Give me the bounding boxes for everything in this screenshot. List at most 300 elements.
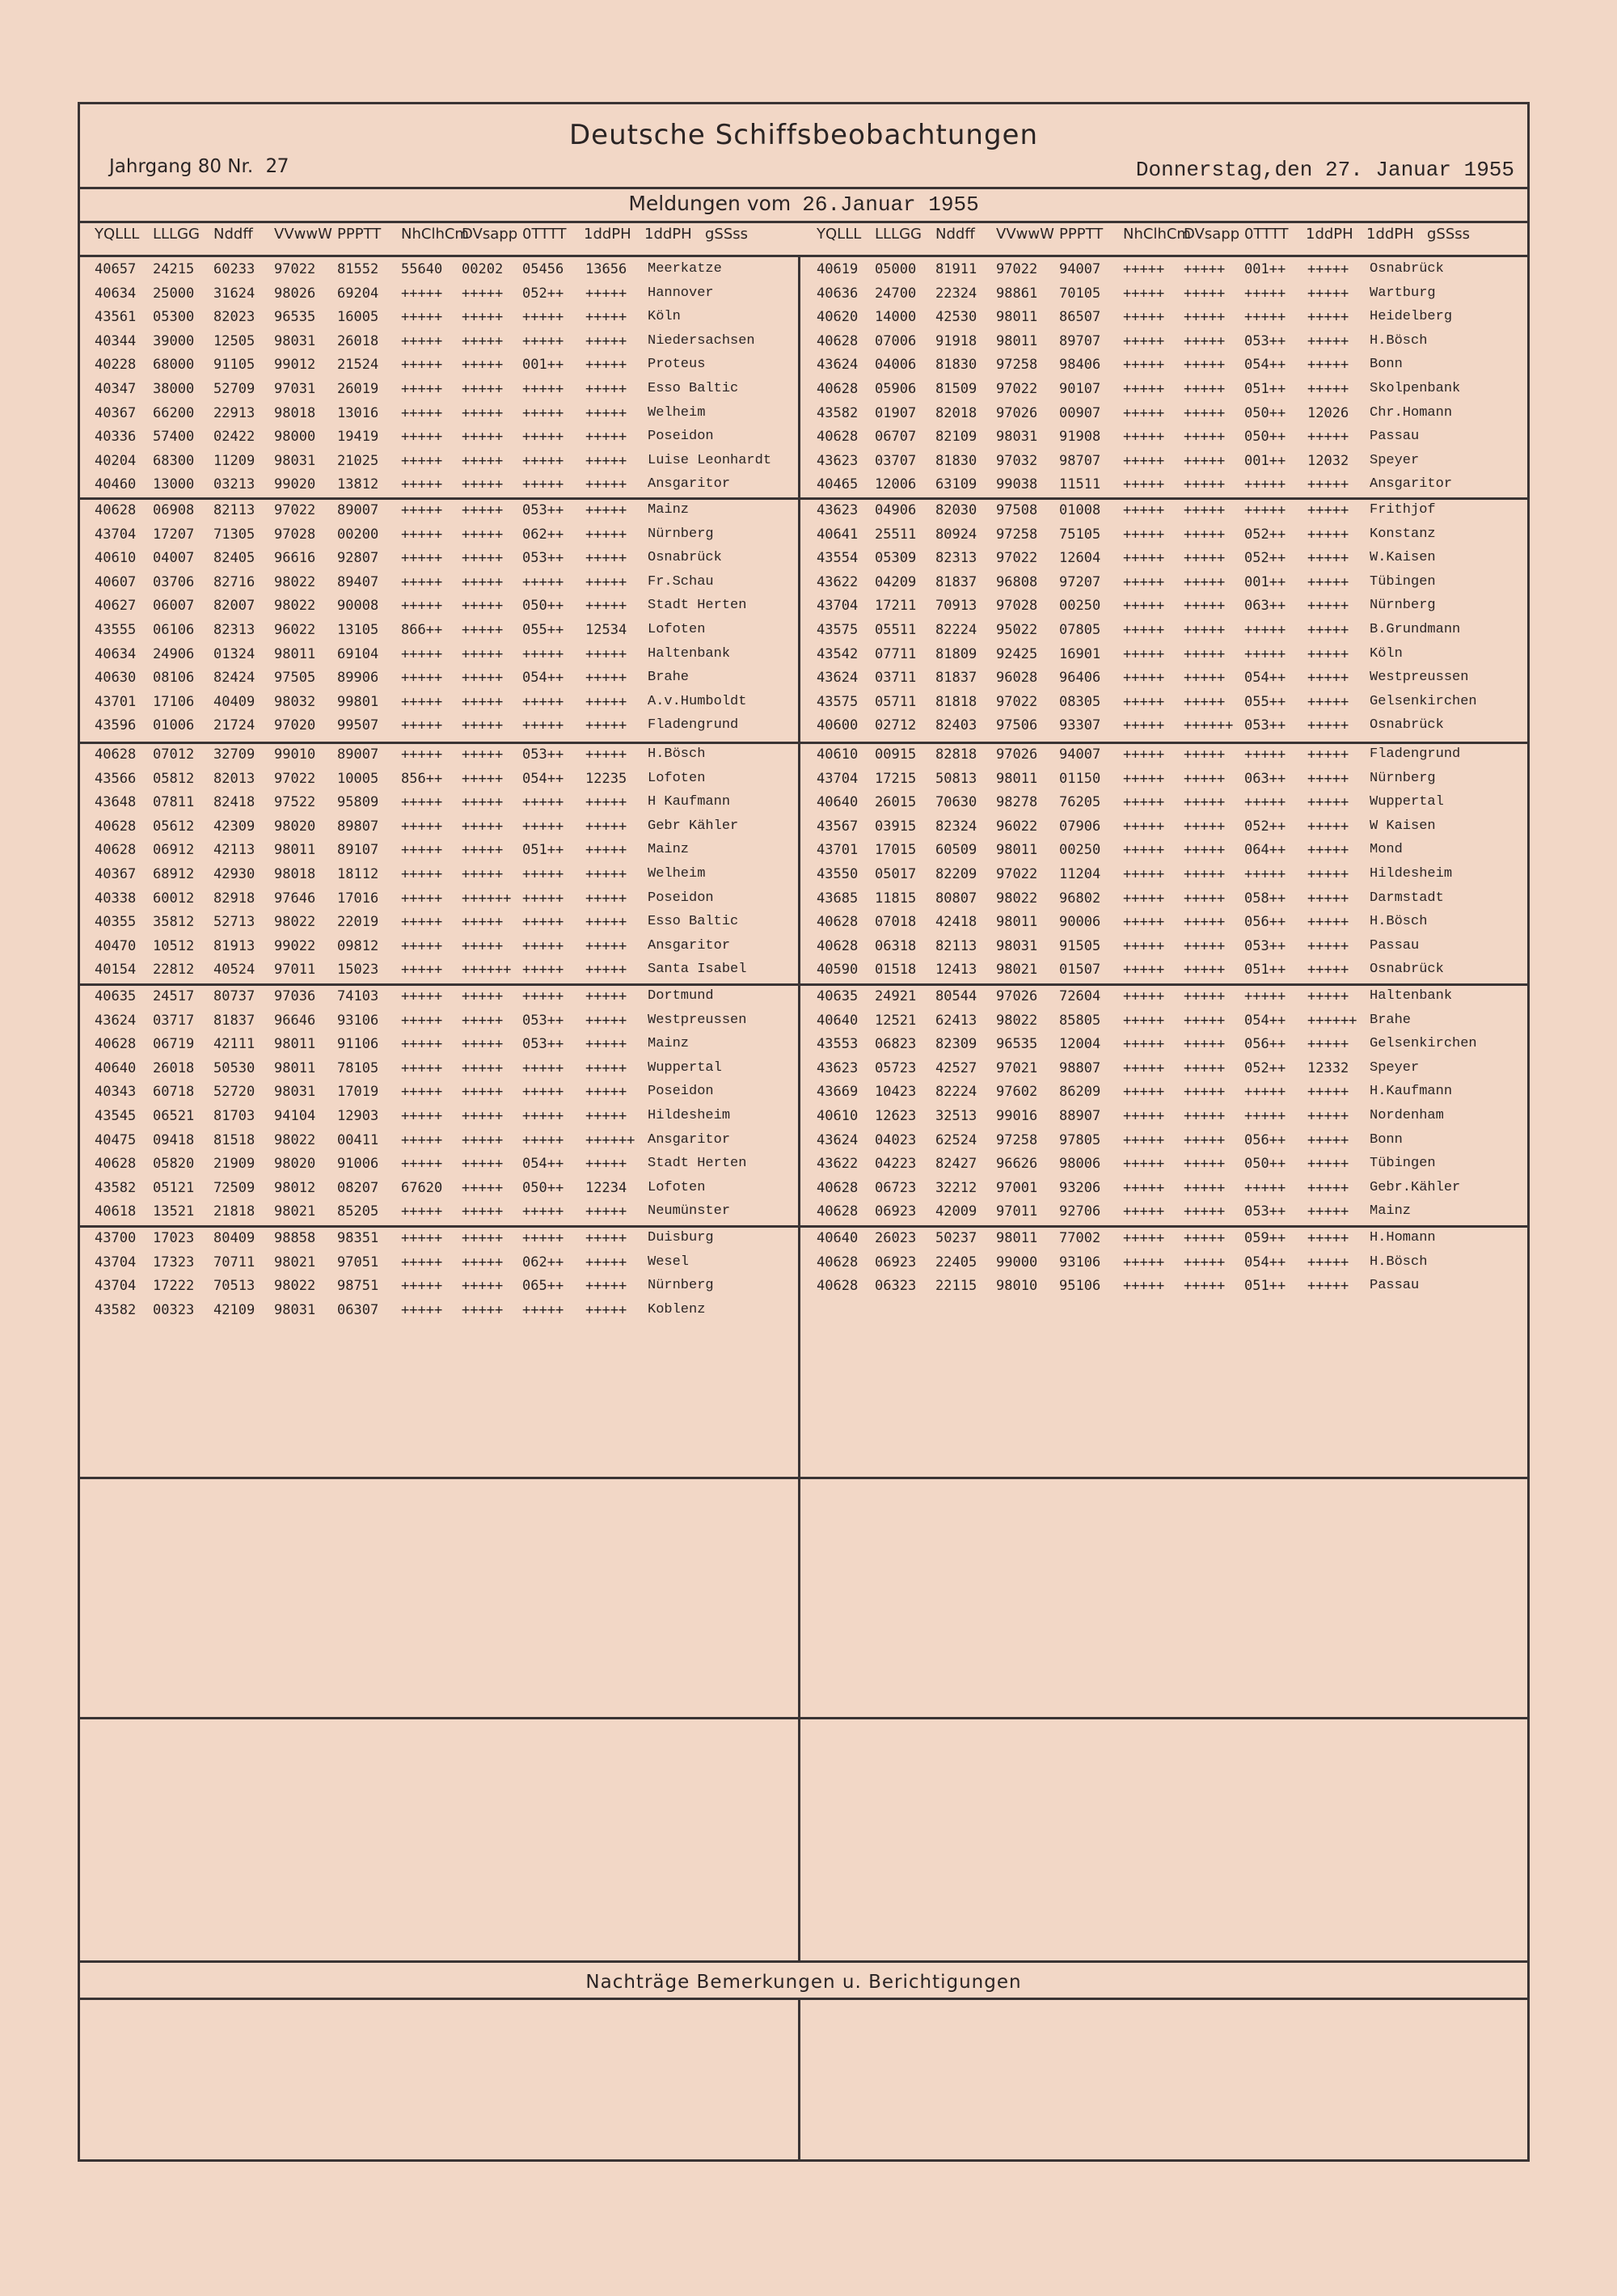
table-cell: 98011 — [996, 1230, 1038, 1246]
table-cell: 12006 — [875, 476, 917, 493]
table-cell: 80924 — [935, 526, 977, 543]
table-cell: 96022 — [996, 818, 1038, 835]
table-cell: +++++ — [1307, 381, 1349, 397]
table-cell: 99801 — [337, 693, 379, 710]
table-cell: +++++ — [462, 1203, 504, 1220]
table-cell: +++++ — [401, 1012, 443, 1029]
table-cell: 82427 — [935, 1156, 977, 1173]
table-cell: 40628 — [817, 1203, 859, 1220]
table-cell: 053++ — [522, 1012, 564, 1029]
table-cell: +++++ — [1123, 770, 1165, 787]
table-row — [802, 1084, 1514, 1107]
table-cell: 24700 — [875, 285, 917, 302]
table-cell: +++++ — [1307, 309, 1349, 326]
ship-name: Hildesheim — [648, 1108, 731, 1123]
table-cell: +++++ — [462, 404, 504, 421]
ship-name: Poseidon — [648, 890, 714, 906]
table-cell: +++++ — [1307, 1036, 1349, 1053]
table-cell: 90008 — [337, 598, 379, 615]
table-cell: 97026 — [996, 988, 1038, 1004]
table-cell: 053++ — [522, 502, 564, 518]
table-cell: +++++ — [1123, 717, 1165, 734]
table-cell: 82313 — [935, 550, 977, 567]
table-cell: +++++ — [1307, 962, 1349, 979]
table-cell: 96028 — [996, 670, 1038, 687]
table-cell: 35812 — [153, 914, 195, 931]
table-cell: 91918 — [935, 332, 977, 349]
ship-name: Westpreussen — [648, 1012, 747, 1028]
table-cell: 40343 — [95, 1084, 137, 1101]
table-cell: 97207 — [1059, 573, 1101, 590]
table-cell: 82403 — [935, 717, 977, 734]
table-cell: +++++ — [401, 550, 443, 567]
ship-name: Brahe — [648, 670, 690, 686]
table-cell: 12623 — [875, 1108, 917, 1124]
table-cell: 43622 — [817, 573, 859, 590]
ship-name: Fr.Schau — [648, 573, 714, 590]
table-cell: 82324 — [935, 818, 977, 835]
table-cell: +++++ — [1123, 285, 1165, 302]
table-cell: 12004 — [1059, 1036, 1101, 1053]
table-cell: 98011 — [274, 842, 316, 859]
table-cell: 81837 — [213, 1012, 255, 1029]
table-cell: +++++ — [1123, 598, 1165, 615]
ship-name: Mainz — [648, 502, 690, 518]
table-cell: 80544 — [935, 988, 977, 1004]
table-cell: 81809 — [935, 645, 977, 662]
table-cell: +++++ — [401, 717, 443, 734]
table-cell: 053++ — [522, 1036, 564, 1053]
table-cell: +++++ — [1307, 285, 1349, 302]
table-cell: 00250 — [1059, 598, 1101, 615]
table-cell: 40628 — [817, 332, 859, 349]
table-cell: 17015 — [875, 842, 917, 859]
table-cell: 55640 — [401, 261, 443, 277]
table-cell: +++++ — [522, 452, 564, 469]
table-cell: +++++ — [522, 962, 564, 979]
ship-name: Dortmund — [648, 988, 714, 1004]
table-cell: +++++ — [1244, 1179, 1286, 1196]
table-cell: +++++ — [401, 573, 443, 590]
table-cell: +++++ — [585, 914, 627, 931]
table-cell: +++++ — [1307, 717, 1349, 734]
table-row — [80, 988, 792, 1012]
table-cell: 91106 — [337, 1036, 379, 1053]
table-cell: +++++ — [1184, 693, 1226, 710]
table-cell: 40628 — [817, 914, 859, 931]
table-cell: 43704 — [817, 598, 859, 615]
table-row — [80, 502, 792, 526]
table-cell: 43582 — [95, 1301, 137, 1318]
table-cell: 05456 — [522, 261, 564, 277]
table-cell: +++++ — [401, 1254, 443, 1271]
table-cell: 06318 — [875, 937, 917, 954]
table-cell: 01006 — [153, 717, 195, 734]
table-cell: 13521 — [153, 1203, 195, 1220]
table-cell: 08305 — [1059, 693, 1101, 710]
table-cell: +++++ — [1244, 988, 1286, 1004]
column-header: YQLLL — [817, 226, 862, 243]
table-cell: 68300 — [153, 452, 195, 469]
table-cell: 98351 — [337, 1230, 379, 1246]
table-cell: 81837 — [935, 670, 977, 687]
table-cell: +++++ — [1307, 914, 1349, 931]
table-cell: +++++ — [1123, 818, 1165, 835]
table-cell: 89906 — [337, 670, 379, 687]
table-cell: 40344 — [95, 332, 137, 349]
ship-name: Tübingen — [1370, 1156, 1436, 1172]
table-cell: +++++ — [401, 1156, 443, 1173]
table-cell: 91006 — [337, 1156, 379, 1173]
table-cell: +++++ — [1307, 1254, 1349, 1271]
table-cell: +++++ — [1184, 1131, 1226, 1148]
table-cell: 054++ — [522, 1156, 564, 1173]
table-cell: 97522 — [274, 794, 316, 811]
table-cell: 25000 — [153, 285, 195, 302]
table-cell: +++++ — [1184, 890, 1226, 907]
table-cell: +++++ — [462, 1301, 504, 1318]
group-divider — [80, 742, 1527, 744]
table-cell: +++++ — [462, 1156, 504, 1173]
table-cell: 98011 — [996, 842, 1038, 859]
table-cell: +++++ — [401, 429, 443, 446]
table-cell: +++++ — [1307, 1156, 1349, 1173]
table-cell: +++++ — [585, 381, 627, 397]
table-cell: +++++ — [1123, 381, 1165, 397]
table-cell: 053++ — [1244, 717, 1286, 734]
table-cell: +++++ — [1184, 937, 1226, 954]
table-cell: 053++ — [1244, 1203, 1286, 1220]
ship-name: Köln — [1370, 645, 1403, 662]
table-cell: +++++ — [1184, 818, 1226, 835]
table-cell: 17323 — [153, 1254, 195, 1271]
table-cell: 26015 — [875, 794, 917, 811]
table-cell: +++++ — [1123, 404, 1165, 421]
table-cell: 06923 — [875, 1254, 917, 1271]
table-cell: 89007 — [337, 502, 379, 518]
table-cell: 40338 — [95, 890, 137, 907]
table-cell: +++++ — [585, 476, 627, 493]
table-cell: +++++ — [401, 502, 443, 518]
table-cell: +++++ — [401, 357, 443, 374]
table-cell: +++++ — [585, 842, 627, 859]
table-cell: +++++ — [1307, 890, 1349, 907]
column-header: LLLGG — [153, 226, 200, 243]
table-cell: +++++ — [1307, 1084, 1349, 1101]
table-cell: 40204 — [95, 452, 137, 469]
table-cell: +++++ — [462, 1278, 504, 1295]
table-cell: 97022 — [274, 770, 316, 787]
table-cell: 40628 — [817, 381, 859, 397]
table-row — [802, 1108, 1514, 1131]
table-cell: +++++ — [1184, 1059, 1226, 1076]
table-cell: +++++ — [1123, 1230, 1165, 1246]
table-cell: +++++ — [522, 476, 564, 493]
table-row — [80, 622, 792, 645]
issue-date: Donnerstag,den 27. Januar 1955 — [1135, 158, 1514, 182]
table-cell: 91105 — [213, 357, 255, 374]
table-cell: 07811 — [153, 794, 195, 811]
table-cell: +++++ — [585, 1203, 627, 1220]
table-cell: 92807 — [337, 550, 379, 567]
table-cell: 40475 — [95, 1131, 137, 1148]
table-row — [80, 381, 792, 404]
table-cell: +++++ — [522, 573, 564, 590]
table-cell: +++++ — [585, 818, 627, 835]
table-cell: 43624 — [95, 1012, 137, 1029]
table-cell: 97022 — [996, 381, 1038, 397]
table-cell: +++++ — [401, 1059, 443, 1076]
table-cell: 92425 — [996, 645, 1038, 662]
table-cell: 81703 — [213, 1108, 255, 1124]
table-cell: 11815 — [875, 890, 917, 907]
table-cell: 12032 — [1307, 452, 1349, 469]
table-cell: 97258 — [996, 357, 1038, 374]
table-cell: 88907 — [1059, 1108, 1101, 1124]
divider — [80, 1998, 1527, 2000]
table-cell: 062++ — [522, 526, 564, 543]
table-cell: +++++ — [1123, 746, 1165, 763]
ship-name: Luise Leonhardt — [648, 452, 772, 468]
table-cell: 12604 — [1059, 550, 1101, 567]
table-cell: +++++ — [1184, 502, 1226, 518]
table-cell: +++++ — [462, 550, 504, 567]
table-cell: +++++ — [1184, 550, 1226, 567]
table-cell: +++++ — [462, 717, 504, 734]
table-cell: 98031 — [274, 1084, 316, 1101]
table-cell: +++++ — [462, 645, 504, 662]
table-cell: 065++ — [522, 1278, 564, 1295]
ship-name: Ansgaritor — [648, 1131, 731, 1148]
table-cell: 04223 — [875, 1156, 917, 1173]
table-cell: +++++ — [585, 1156, 627, 1173]
table-cell: 60233 — [213, 261, 255, 277]
table-cell: 21909 — [213, 1156, 255, 1173]
table-cell: 063++ — [1244, 598, 1286, 615]
table-cell: +++++ — [401, 962, 443, 979]
table-cell: 00411 — [337, 1131, 379, 1148]
table-cell: 98026 — [274, 285, 316, 302]
table-cell: 13812 — [337, 476, 379, 493]
table-cell: 98020 — [274, 818, 316, 835]
table-cell: +++++ — [1307, 1131, 1349, 1148]
table-cell: 07018 — [875, 914, 917, 931]
table-cell: 055++ — [522, 622, 564, 638]
table-cell: +++++ — [1123, 645, 1165, 662]
divider — [80, 255, 1527, 257]
table-cell: 97508 — [996, 502, 1038, 518]
table-cell: 06719 — [153, 1036, 195, 1053]
table-cell: +++++ — [522, 717, 564, 734]
table-cell: +++++ — [1123, 357, 1165, 374]
table-cell: 43701 — [95, 693, 137, 710]
table-cell: +++++ — [462, 526, 504, 543]
table-cell: 97051 — [337, 1254, 379, 1271]
ship-name: Osnabrück — [648, 550, 722, 566]
table-cell: 95022 — [996, 622, 1038, 638]
table-cell: 12235 — [585, 770, 627, 787]
table-cell: 40628 — [95, 502, 137, 518]
table-cell: 43704 — [817, 770, 859, 787]
table-cell: +++++ — [585, 332, 627, 349]
table-cell: 98022 — [996, 890, 1038, 907]
table-cell: 98861 — [996, 285, 1038, 302]
table-cell: 050++ — [1244, 1156, 1286, 1173]
ship-name: Hildesheim — [1370, 866, 1453, 882]
table-cell: +++++ — [462, 1012, 504, 1029]
table-row — [80, 333, 792, 357]
table-cell: 00200 — [337, 526, 379, 543]
table-cell: 85805 — [1059, 1012, 1101, 1029]
table-cell: 52720 — [213, 1084, 255, 1101]
table-cell: +++++ — [1123, 794, 1165, 811]
table-cell: +++++ — [1307, 550, 1349, 567]
ship-name: Lofoten — [648, 622, 706, 637]
ship-name: Stadt Herten — [648, 598, 747, 614]
ship-name: Frithjof — [1370, 502, 1436, 518]
table-cell: 89007 — [337, 746, 379, 763]
table-cell: 12332 — [1307, 1059, 1349, 1076]
ship-name: Speyer — [1370, 452, 1420, 468]
table-cell: 17207 — [153, 526, 195, 543]
table-cell: 97258 — [996, 526, 1038, 543]
table-cell: +++++ — [585, 285, 627, 302]
table-cell: 96808 — [996, 573, 1038, 590]
table-cell: 43550 — [817, 866, 859, 882]
table-cell: 75105 — [1059, 526, 1101, 543]
table-cell: +++++ — [1184, 285, 1226, 302]
table-cell: 69104 — [337, 645, 379, 662]
table-cell: 063++ — [1244, 770, 1286, 787]
table-cell: 050++ — [1244, 404, 1286, 421]
table-cell: 82313 — [213, 622, 255, 638]
ship-name: Mainz — [648, 1036, 690, 1052]
table-cell: 98031 — [996, 429, 1038, 446]
table-cell: +++++ — [1184, 1036, 1226, 1053]
table-cell: 97022 — [996, 550, 1038, 567]
table-row — [802, 309, 1514, 332]
volume-number — [109, 154, 289, 177]
divider — [80, 221, 1527, 223]
column-header: 1ddPH — [584, 226, 631, 243]
table-cell: +++++ — [585, 357, 627, 374]
table-cell: 97020 — [274, 717, 316, 734]
ship-name: Mainz — [648, 842, 690, 858]
notes-heading: Nachträge Bemerkungen u. Berichtigungen — [585, 1972, 1022, 1993]
table-cell: 81830 — [935, 452, 977, 469]
table-cell: 81818 — [935, 693, 977, 710]
table-row — [80, 574, 792, 598]
table-cell: 40228 — [95, 357, 137, 374]
table-cell: 06908 — [153, 502, 195, 518]
table-cell: +++++ — [522, 866, 564, 882]
table-cell: 60718 — [153, 1084, 195, 1101]
table-cell: 054++ — [1244, 357, 1286, 374]
table-cell: +++++ — [1123, 573, 1165, 590]
table-row — [802, 890, 1514, 914]
table-cell: 97646 — [274, 890, 316, 907]
table-cell: 42530 — [935, 309, 977, 326]
table-row — [802, 526, 1514, 550]
table-cell: 42111 — [213, 1036, 255, 1053]
ship-name: Lofoten — [648, 1179, 706, 1195]
table-cell: 98018 — [274, 404, 316, 421]
table-cell: 98012 — [274, 1179, 316, 1196]
table-cell: 02422 — [213, 429, 255, 446]
table-row — [80, 1302, 792, 1326]
table-cell: +++++ — [462, 1254, 504, 1271]
table-cell: 89707 — [1059, 332, 1101, 349]
table-cell: +++++ — [1244, 285, 1286, 302]
table-cell: 05906 — [875, 381, 917, 397]
table-cell: 98031 — [996, 937, 1038, 954]
table-cell: 40610 — [817, 746, 859, 763]
table-cell: 866++ — [401, 622, 443, 638]
volume-label: Jahrgang 80 Nr. — [109, 156, 254, 177]
table-cell: 40367 — [95, 404, 137, 421]
ship-name: Wuppertal — [1370, 794, 1444, 810]
table-row — [80, 309, 792, 332]
table-cell: 98022 — [274, 573, 316, 590]
table-cell: +++++ — [401, 1278, 443, 1295]
table-cell: 053++ — [522, 550, 564, 567]
table-cell: +++++ — [1184, 1179, 1226, 1196]
table-cell: +++++ — [401, 818, 443, 835]
table-cell: +++++ — [1307, 429, 1349, 446]
table-cell: 98011 — [274, 1059, 316, 1076]
table-cell: 054++ — [1244, 670, 1286, 687]
table-cell: +++++ — [1184, 866, 1226, 882]
ship-name: Westpreussen — [1370, 670, 1469, 686]
table-cell: 77002 — [1059, 1230, 1101, 1246]
table-cell: 82209 — [935, 866, 977, 882]
table-cell: +++++ — [1123, 332, 1165, 349]
table-cell: 17215 — [875, 770, 917, 787]
table-cell: +++++ — [1307, 261, 1349, 277]
column-header: LLLGG — [875, 226, 922, 243]
table-cell: 40355 — [95, 914, 137, 931]
table-cell: 22324 — [935, 285, 977, 302]
table-cell: +++++ — [401, 842, 443, 859]
table-row — [802, 794, 1514, 818]
table-cell: +++++ — [1307, 988, 1349, 1004]
table-cell: 43624 — [817, 357, 859, 374]
table-cell: 07711 — [875, 645, 917, 662]
table-cell: 052++ — [522, 285, 564, 302]
table-cell: 051++ — [1244, 962, 1286, 979]
table-cell: 97021 — [996, 1059, 1038, 1076]
table-cell: 05017 — [875, 866, 917, 882]
table-cell: 08207 — [337, 1179, 379, 1196]
table-cell: ++++++ — [1184, 717, 1234, 734]
table-cell: +++++ — [1307, 1179, 1349, 1196]
table-cell: +++++ — [585, 1301, 627, 1318]
table-cell: +++++ — [1184, 526, 1226, 543]
table-cell: +++++ — [401, 937, 443, 954]
table-cell: 97602 — [996, 1084, 1038, 1101]
ship-name: W.Kaisen — [1370, 550, 1436, 566]
table-cell: +++++ — [1123, 866, 1165, 882]
ship-name: Ansgaritor — [648, 937, 731, 953]
ship-name: Ansgaritor — [1370, 476, 1453, 493]
table-cell: 43545 — [95, 1108, 137, 1124]
table-cell: 70913 — [935, 598, 977, 615]
table-cell: 60012 — [153, 890, 195, 907]
table-cell: +++++ — [1184, 309, 1226, 326]
table-cell: 056++ — [1244, 914, 1286, 931]
table-cell: +++++ — [1307, 357, 1349, 374]
table-cell: 98858 — [274, 1230, 316, 1246]
